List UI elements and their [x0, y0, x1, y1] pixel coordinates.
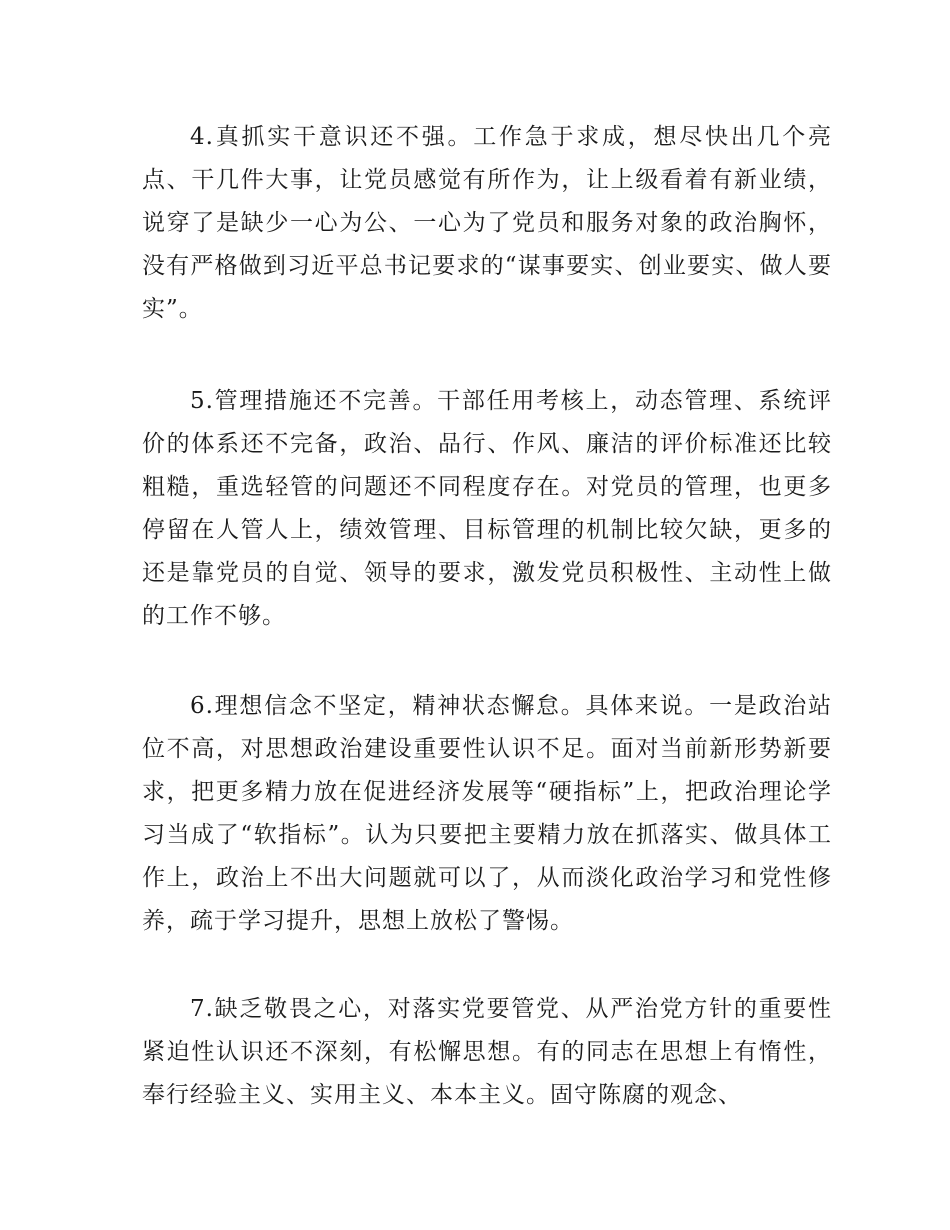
paragraph-item-5: 5.管理措施还不完善。干部任用考核上，动态管理、系统评价的体系还不完备，政治、品行、作风、廉洁的评价标准还比较粗糙，重选轻管的问题还不同程度存在。对党员的管理，也更多停留在人管人上，绩效管理、目标管理的机制比较欠缺，更多的还是靠党员的自觉、领导的要求，激发党员积极性、主动性上做的工作不够。 [142, 388, 832, 629]
paragraph-item-4: 4.真抓实干意识还不强。工作急于求成，想尽快出几个亮点、干几件大事，让党员感觉有所作为，让上级看着有新业绩，说穿了是缺少一心为公、一心为了党员和服务对象的政治胸怀，没有严格做到习近平总书记要求的“谋事要实、创业要实、做人要实”。 [142, 124, 832, 322]
paragraph-item-7: 7.缺乏敬畏之心，对落实党要管党、从严治党方针的重要性紧迫性认识还不深刻，有松懈思想。有的同志在思想上有惰性，奉行经验主义、实用主义、本本主义。固守陈腐的观念、 [142, 996, 832, 1108]
paragraph-item-6: 6.理想信念不坚定，精神状态懈怠。具体来说。一是政治站位不高，对思想政治建设重要性认识不足。面对当前新形势新要求，把更多精力放在促进经济发展等“硬指标”上，把政治理论学习当成了“软指标”。认为只要把主要精力放在抓落实、做具体工作上，政治上不出大问题就可以了，从而淡化政治学习和党性修养，疏于学习提升，思想上放松了警惕。 [142, 693, 832, 934]
